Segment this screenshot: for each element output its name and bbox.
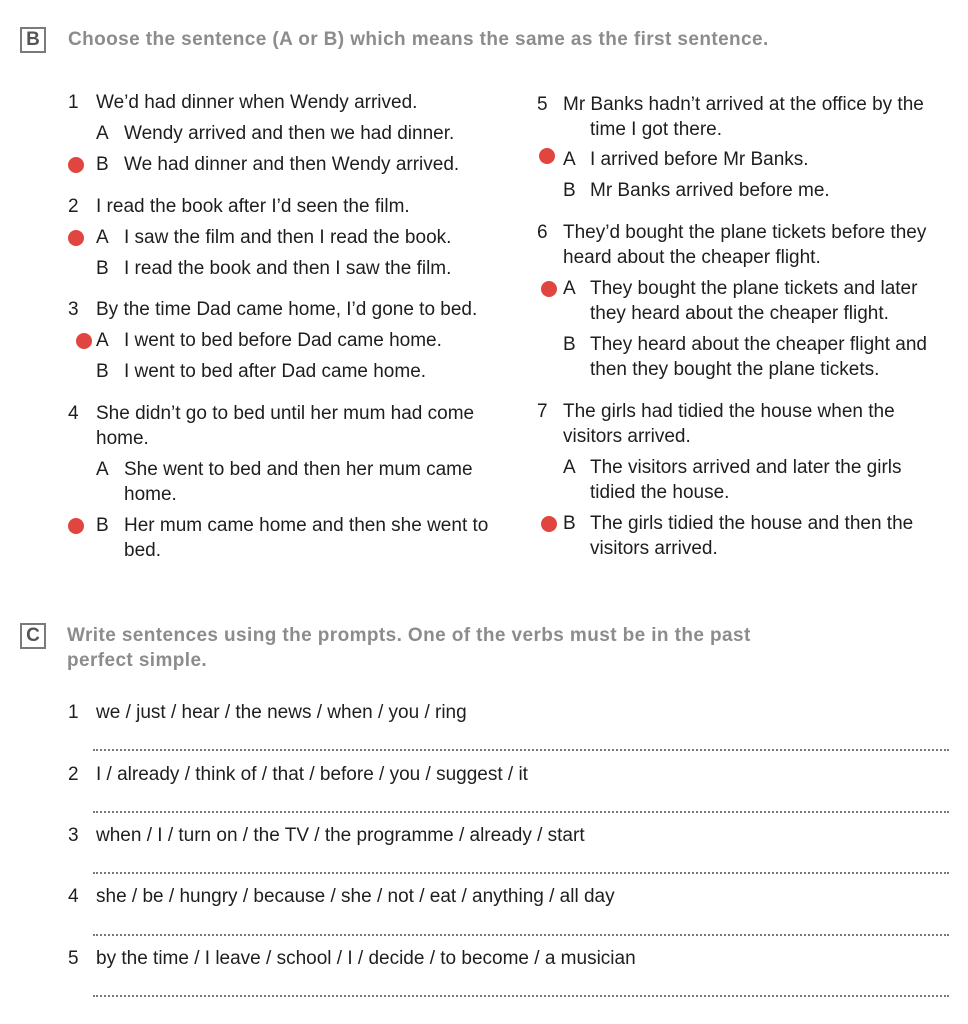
option-letter: A (96, 227, 109, 248)
option-text[interactable]: They bought the plane tickets and later (590, 278, 918, 299)
option-text[interactable]: The girls tidied the house and then the (590, 513, 914, 534)
question-prompt-line: Mr Banks hadn’t arrived at the office by the (563, 94, 924, 115)
option-letter: A (96, 330, 109, 351)
section-b-letter: B (20, 27, 46, 53)
selected-answer-dot (68, 157, 84, 173)
prompt-number: 3 (68, 825, 79, 846)
option-letter: A (563, 457, 576, 478)
option-letter: B (96, 361, 109, 382)
section-c-instruction: perfect simple. (67, 650, 208, 671)
prompt-text: she / be / hungry / because / she / not / eat / anything / all day (96, 886, 615, 907)
option-text[interactable]: I read the book and then I saw the film. (124, 258, 452, 279)
option-letter: A (563, 278, 576, 299)
question-prompt-line: They’d bought the plane tickets before they (563, 222, 927, 243)
question-number: 1 (68, 92, 79, 113)
question-prompt-line: We’d had dinner when Wendy arrived. (96, 92, 418, 113)
option-text[interactable]: Her mum came home and then she went to (124, 515, 489, 536)
prompt-text: I / already / think of / that / before / you / suggest / it (96, 764, 528, 785)
question-prompt-line: I read the book after I’d seen the film. (96, 196, 410, 217)
selected-answer-dot (541, 281, 557, 297)
option-text[interactable]: visitors arrived. (590, 538, 718, 559)
option-letter: B (563, 513, 576, 534)
question-number: 2 (68, 196, 79, 217)
option-text[interactable]: Wendy arrived and then we had dinner. (124, 123, 455, 144)
option-text[interactable]: tidied the house. (590, 482, 730, 503)
prompt-number: 2 (68, 764, 79, 785)
option-text[interactable]: then they bought the plane tickets. (590, 359, 880, 380)
prompt-number: 4 (68, 886, 79, 907)
selected-answer-dot (539, 148, 555, 164)
section-c-letter: C (20, 623, 46, 649)
option-text[interactable]: I arrived before Mr Banks. (590, 149, 809, 170)
option-letter: B (96, 515, 109, 536)
question-prompt-line: heard about the cheaper flight. (563, 247, 821, 268)
option-text[interactable]: She went to bed and then her mum came (124, 459, 473, 480)
option-text[interactable]: They heard about the cheaper flight and (590, 334, 927, 355)
option-letter: A (96, 459, 109, 480)
option-letter: A (563, 149, 576, 170)
option-letter: B (96, 258, 109, 279)
option-letter: B (563, 180, 576, 201)
prompt-text: when / I / turn on / the TV / the programme / already / start (96, 825, 585, 846)
prompt-number: 5 (68, 948, 79, 969)
option-text[interactable]: I went to bed after Dad came home. (124, 361, 427, 382)
option-text[interactable]: I saw the film and then I read the book. (124, 227, 452, 248)
prompt-number: 1 (68, 702, 79, 723)
section-b-instruction: Choose the sentence (A or B) which means the same as the first sentence. (68, 29, 769, 50)
question-prompt-line: By the time Dad came home, I’d gone to bed. (96, 299, 478, 320)
section-c-instruction: Write sentences using the prompts. One of the verbs must be in the past (67, 625, 751, 646)
prompt-text: we / just / hear / the news / when / you / ring (96, 702, 467, 723)
question-prompt-line: The girls had tidied the house when the (563, 401, 895, 422)
selected-answer-dot (68, 518, 84, 534)
answer-line[interactable] (93, 934, 949, 936)
question-prompt-line: time I got there. (590, 119, 723, 140)
answer-line[interactable] (93, 872, 949, 874)
question-number: 7 (537, 401, 548, 422)
option-text[interactable]: Mr Banks arrived before me. (590, 180, 830, 201)
question-number: 3 (68, 299, 79, 320)
option-letter: A (96, 123, 109, 144)
option-text[interactable]: We had dinner and then Wendy arrived. (124, 154, 460, 175)
option-letter: B (96, 154, 109, 175)
question-number: 5 (537, 94, 548, 115)
question-prompt-line: She didn’t go to bed until her mum had come (96, 403, 475, 424)
question-number: 6 (537, 222, 548, 243)
prompt-text: by the time / I leave / school / I / decide / to become / a musician (96, 948, 636, 969)
option-text[interactable]: home. (124, 484, 177, 505)
selected-answer-dot (541, 516, 557, 532)
selected-answer-dot (68, 230, 84, 246)
option-letter: B (563, 334, 576, 355)
answer-line[interactable] (93, 811, 949, 813)
question-number: 4 (68, 403, 79, 424)
option-text[interactable]: bed. (124, 540, 161, 561)
question-prompt-line: visitors arrived. (563, 426, 691, 447)
option-text[interactable]: I went to bed before Dad came home. (124, 330, 442, 351)
answer-line[interactable] (93, 995, 949, 997)
selected-answer-dot (76, 333, 92, 349)
option-text[interactable]: The visitors arrived and later the girls (590, 457, 902, 478)
question-prompt-line: home. (96, 428, 149, 449)
option-text[interactable]: they heard about the cheaper flight. (590, 303, 889, 324)
answer-line[interactable] (93, 749, 949, 751)
